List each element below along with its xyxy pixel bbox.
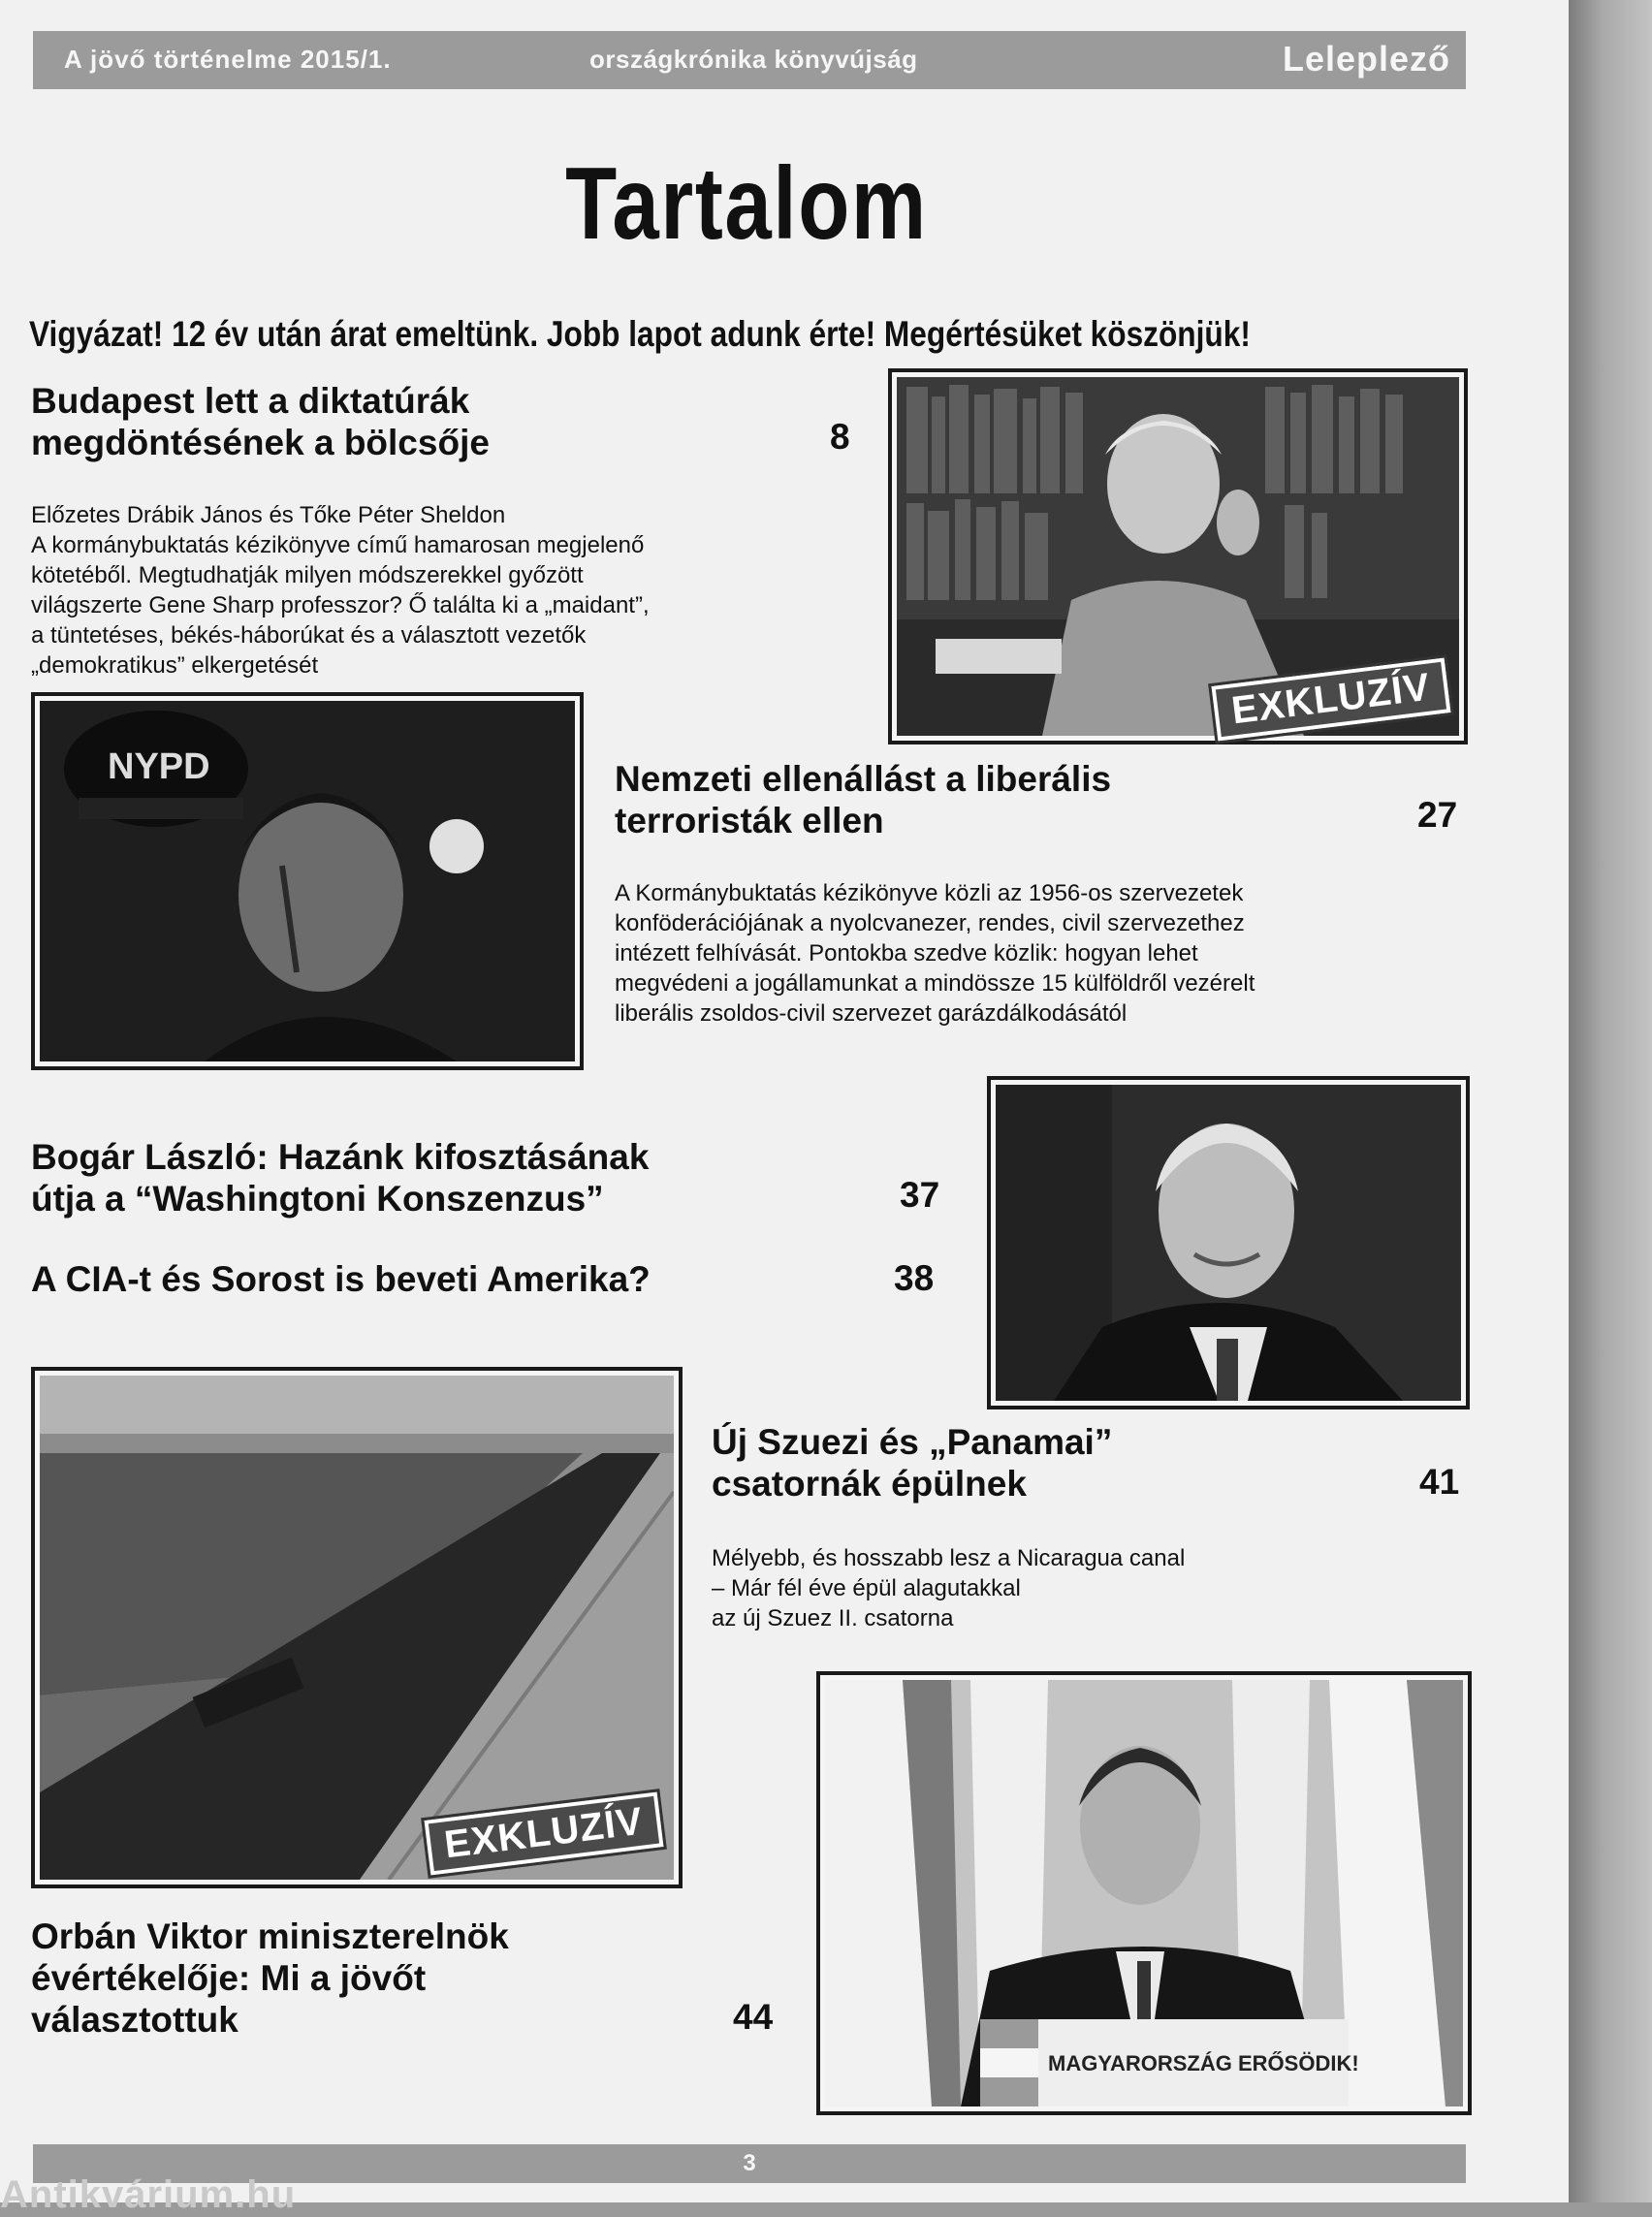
photo-suez-canal — [31, 1367, 683, 1888]
publication-label: országkrónika könyvújság — [589, 45, 918, 74]
article-5-title[interactable]: Új Szuezi és „Panamai” csatornák épülnek — [712, 1422, 1113, 1504]
page-title: Tartalom — [565, 146, 928, 261]
police-cap-text: NYPD — [108, 746, 210, 787]
photo-elderly-professor — [888, 368, 1468, 744]
podium-sign-text: MAGYARORSZÁG ERŐSÖDIK! — [1048, 2051, 1359, 2075]
article-1-title[interactable]: Budapest lett a diktatúrák megdöntésének a bölcsője — [31, 381, 490, 462]
photo-prime-minister-speech — [816, 1671, 1472, 2115]
article-2-title[interactable]: Nemzeti ellenállást a liberális terroristák ellen — [615, 759, 1112, 840]
issue-label: A jövő történelme 2015/1. — [64, 45, 392, 74]
header-band — [33, 31, 1466, 89]
article-3-page[interactable]: 37 — [900, 1175, 940, 1215]
exclusive-badge: EXKLUZÍV — [1212, 657, 1451, 741]
article-6-title[interactable]: Orbán Viktor miniszterelnök évértékelője: Mi a jövőt választottuk — [31, 1916, 509, 2040]
article-5-description: Mélyebb, és hosszabb lesz a Nicaragua canal – Már fél éve épül alagutakkal az új Szuez II. csatorna — [712, 1545, 1186, 1631]
article-4-title[interactable]: A CIA-t és Sorost is beveti Amerika? — [31, 1259, 651, 1299]
page-number: 3 — [743, 2150, 756, 2176]
article-6-page[interactable]: 44 — [733, 1997, 774, 2037]
article-3-title[interactable]: Bogár László: Hazánk kifosztásának útja a “Washingtoni Konszenzus” — [31, 1137, 650, 1219]
article-1-page[interactable]: 8 — [830, 417, 850, 457]
article-5-page[interactable]: 41 — [1419, 1462, 1460, 1502]
watermark: Antikvárium.hu — [0, 2173, 297, 2216]
photo-elderly-businessman — [987, 1076, 1470, 1409]
page-edge — [1569, 0, 1652, 2202]
article-4-page[interactable]: 38 — [894, 1258, 935, 1298]
article-1-description: Előzetes Drábik János és Tőke Péter Sheldon A kormánybuktatás kézikönyve című hamarosan megjelenő kötetéből. Megtudhatják milyen módszerekkel győzött világszerte Gene Sharp professzor? Ő találta ki a „maidant”, a tüntetéses, békés-háborúkat és a választott vezetők „demokratikus” elkergetését — [31, 502, 650, 679]
price-notice: Vigyázat! 12 év után árat emeltünk. Jobb lapot adunk érte! Megértésüket köszönjük! — [29, 314, 1251, 354]
article-2-description: A Kormánybuktatás kézikönyve közli az 1956-os szervezetek konföderációjának a nyolcvanezer, rendes, civil szervezethez intézett felhívását. Pontokba szedve közlik: hogyan lehet megvédeni a jogállamunkat a mindössze 15 külföldről vezérelt liberális zsoldos-civil szervezet garázdálkodásától — [615, 880, 1255, 1027]
photo-injured-protester — [31, 692, 584, 1070]
article-2-page[interactable]: 27 — [1417, 795, 1458, 835]
section-label: Leleplező — [1282, 39, 1450, 79]
exclusive-badge-2: EXKLUZÍV — [425, 1791, 664, 1875]
